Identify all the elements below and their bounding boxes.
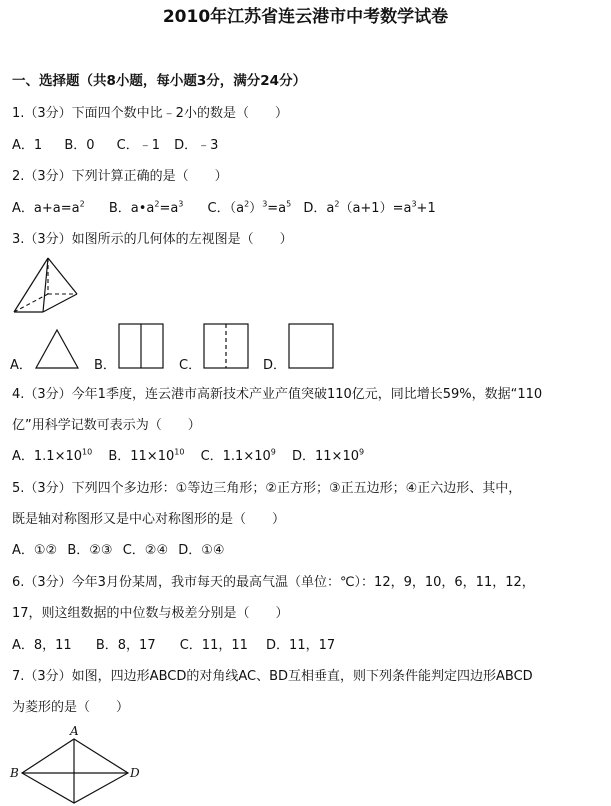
square-icon <box>288 323 336 371</box>
option-b: B．0 <box>64 138 95 153</box>
question-5-stem-line-2: 既是轴对称图形又是中心对称图形的是（ ） <box>12 512 286 527</box>
option-c: C．②④ <box>122 543 169 558</box>
option-d: D．①④ <box>178 543 225 558</box>
quadrilateral-figure <box>22 737 132 805</box>
question-7-stem-line-1: 7.（3分）如图，四边形ABCD的对角线AC、BD互相垂直，则下列条件能判定四边形ABCD <box>12 669 533 684</box>
option-b: B． <box>94 358 116 373</box>
option-a: A．8，11 <box>12 638 72 653</box>
question-5-stem-line-1: 5.（3分）下列四个多边形：①等边三角形；②正方形；③正五边形；④正六边形、其中， <box>12 481 522 496</box>
option-c: C．﹣1 <box>116 138 161 153</box>
question-2-options <box>12 201 436 217</box>
question-5-options <box>12 543 225 559</box>
exam-title: 2010年江苏省连云港市中考数学试卷 <box>162 7 449 27</box>
triangle-icon <box>34 328 82 372</box>
option-b: B．8，17 <box>95 638 156 653</box>
option-d: D．11，17 <box>266 638 336 653</box>
vertex-label-a: A <box>70 724 79 738</box>
question-4-stem-line-2: 亿”用科学记数可表示为（ ） <box>12 418 201 433</box>
option-a: A．$1.1\times 10^{10}$ <box>12 447 93 464</box>
question-6-stem-line-2: 17，则这组数据的中位数与极差分别是（ ） <box>12 606 289 621</box>
question-7-stem-line-2: 为菱形的是（ ） <box>12 700 130 715</box>
question-2-stem: 2.（3分）下列计算正确的是（ ） <box>12 169 228 184</box>
option-c: C．11，11 <box>179 638 248 653</box>
option-d: D．﹣3 <box>174 138 219 153</box>
option-a: A．1 <box>12 138 43 153</box>
question-3-stem: 3.（3分）如图所示的几何体的左视图是（ ） <box>12 232 293 247</box>
option-b: B．②③ <box>67 543 113 558</box>
option-c: C．$(a^2)^3=a^5$ <box>207 199 292 216</box>
question-1-stem: 1.（3分）下面四个数中比﹣2小的数是（ ） <box>12 106 288 121</box>
rectangle-solid-divider-icon <box>118 323 166 371</box>
option-b: B．$a•a^2=a^3$ <box>108 199 184 216</box>
option-c: C．$1.1\times 10^9$ <box>200 447 276 464</box>
question-4-stem-line-1: 4.（3分）今年1季度，连云港市高新技术产业产值突破110亿元，同比增长59%，数据“110 <box>12 387 543 402</box>
option-c: C． <box>179 358 202 373</box>
option-d: D．$11\times 10^9$ <box>292 447 365 464</box>
option-a: A． <box>10 358 32 373</box>
question-6-options <box>12 638 335 654</box>
vertex-label-b: B <box>10 766 19 780</box>
question-6-stem-line-1: 6.（3分）今年3月份某周，我市每天的最高气温（单位：℃）：12，9，10，6，11，12， <box>12 575 535 590</box>
rectangle-dashed-divider-icon <box>203 323 251 371</box>
option-d: D．$a^2(a+1)=a^3+1$ <box>303 199 436 216</box>
option-a: A．①② <box>12 543 58 558</box>
vertex-label-d: D <box>130 766 140 780</box>
question-4-options <box>12 449 364 465</box>
prism-figure <box>10 256 82 318</box>
question-1-options <box>12 138 218 154</box>
section-heading: 一、选择题（共8小题，每小题3分，满分24分） <box>12 73 307 89</box>
option-d: D． <box>263 358 287 373</box>
option-b: B．$11\times 10^{10}$ <box>108 447 185 464</box>
option-a: A．$a+a=a^2$ <box>12 199 85 216</box>
